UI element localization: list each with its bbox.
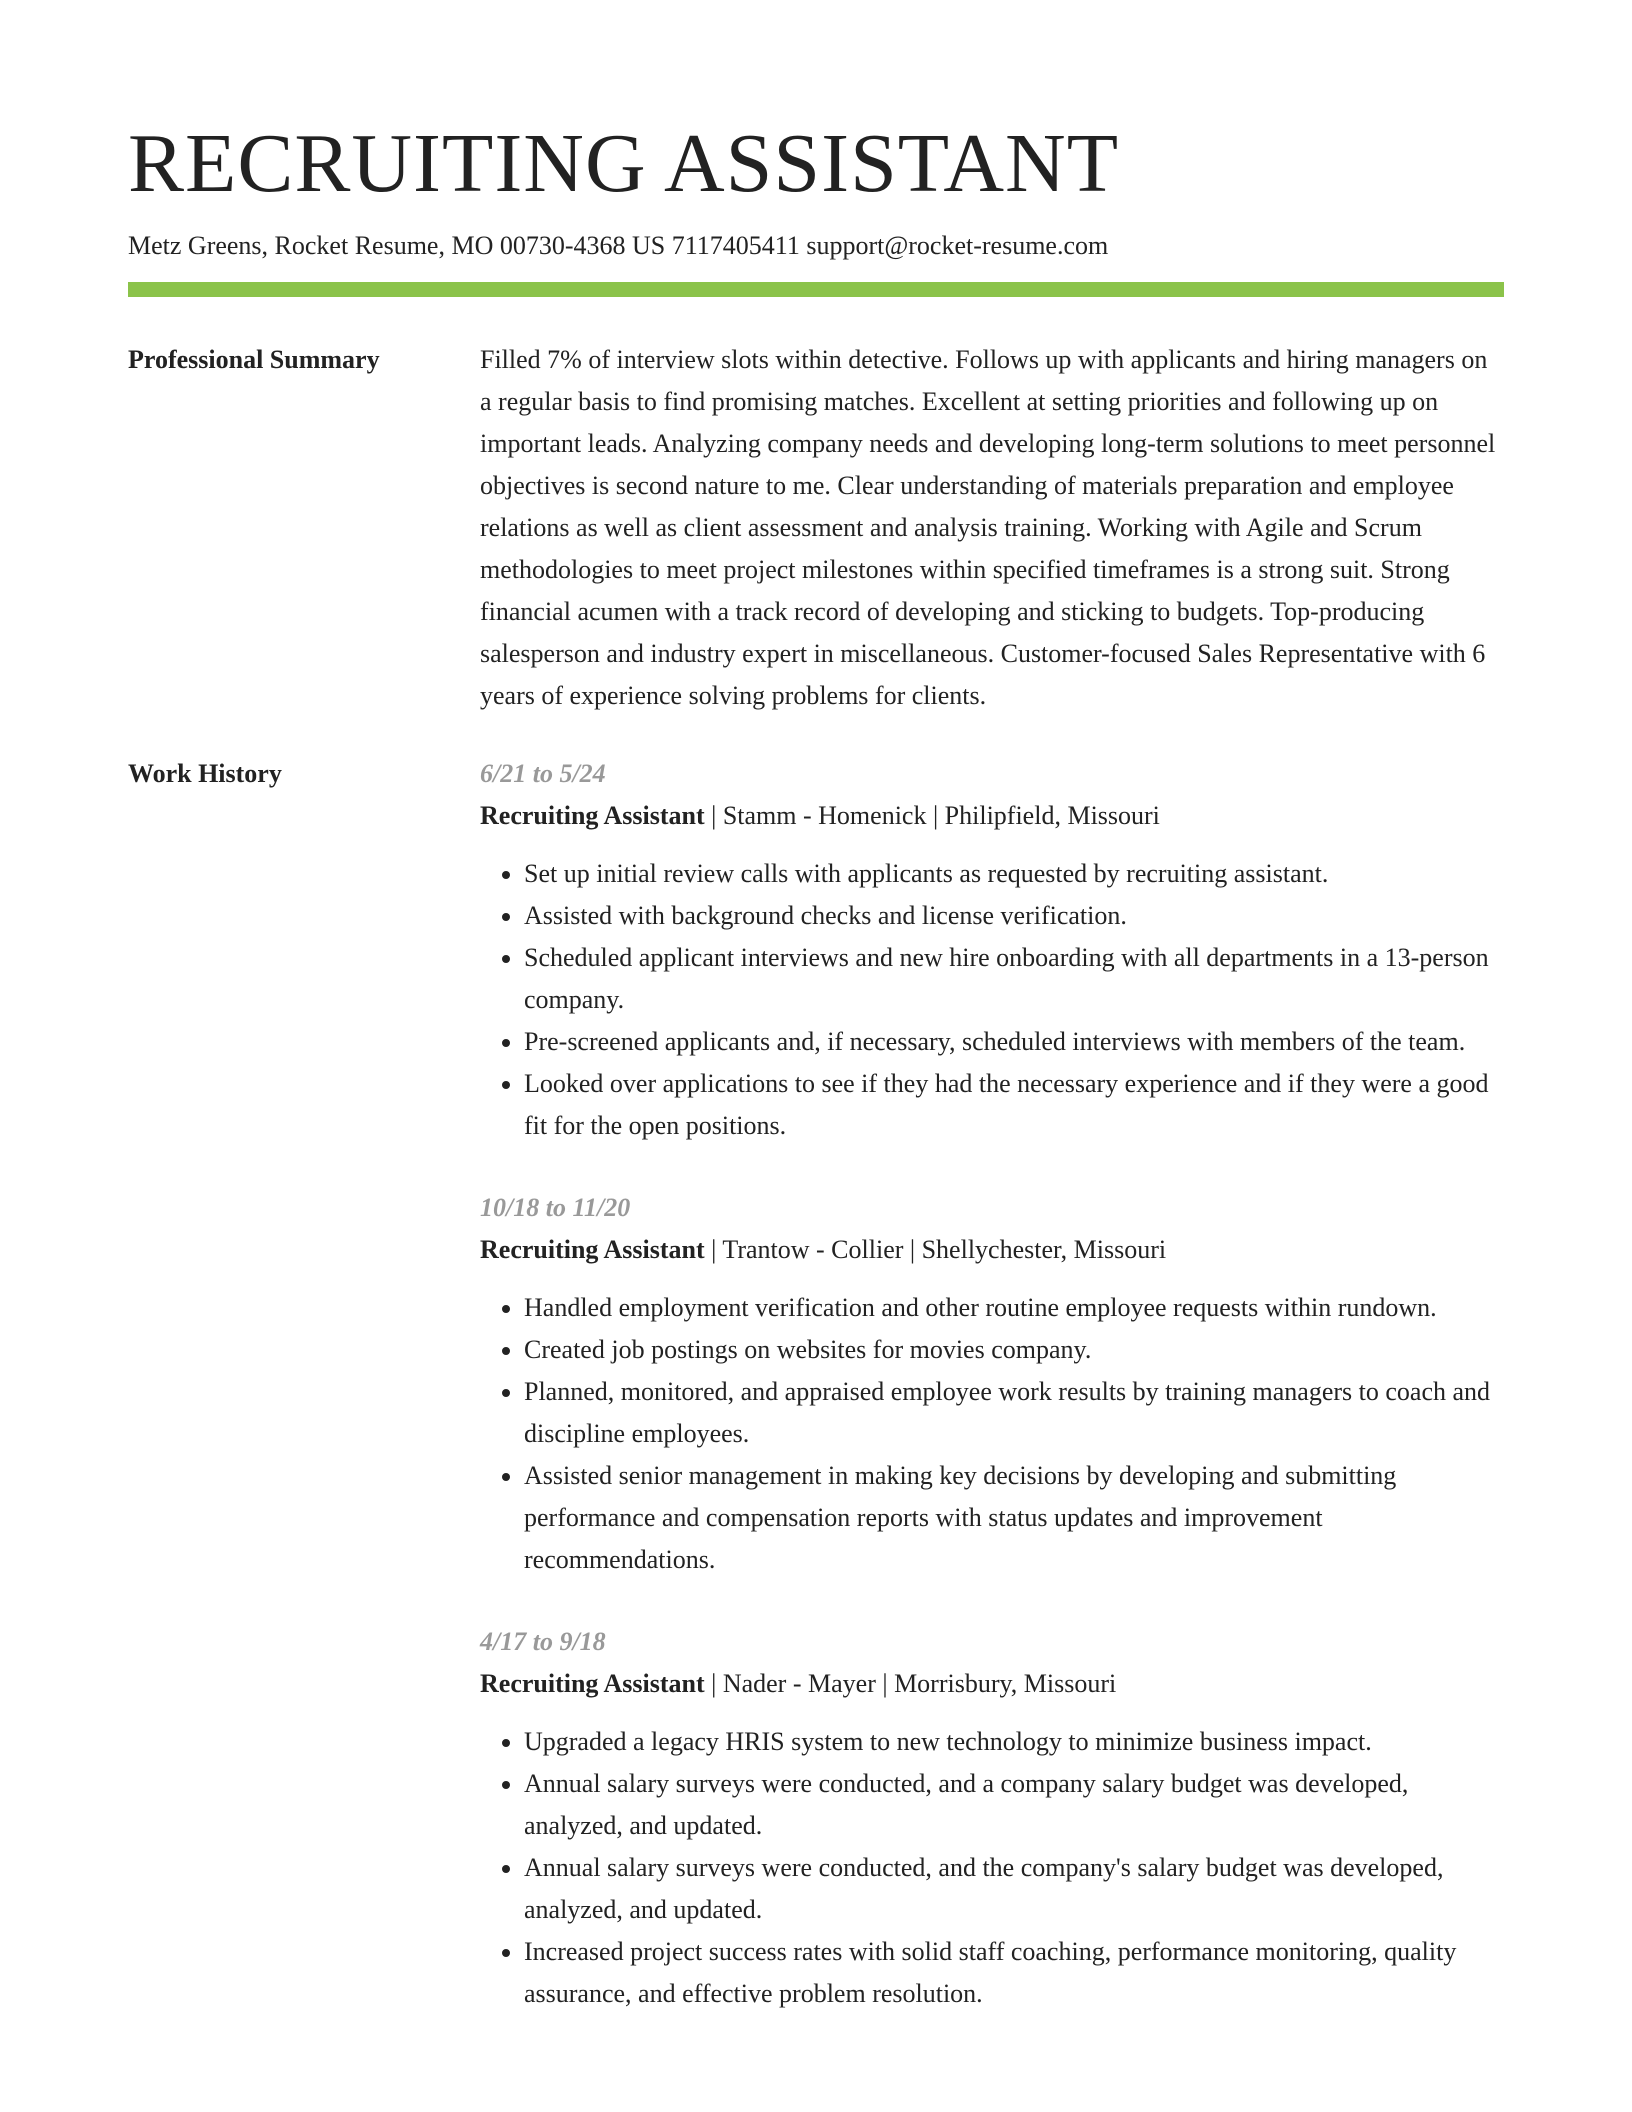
section-label-work-history: Work History [128, 758, 282, 788]
job-bullet: • Annual salary surveys were conducted, and the company's salary budget was developed, analyzed, and updated. [524, 1847, 1504, 1931]
job-title: Recruiting Assistant [480, 1234, 705, 1264]
section-label-professional-summary: Professional Summary [128, 344, 380, 374]
job-entry [480, 1621, 1504, 2015]
job-bullet: • Increased project success rates with solid staff coaching, performance monitoring, quality assurance, and effective problem resolution. [524, 1931, 1504, 2015]
job-bullet: • Planned, monitored, and appraised employee work results by training managers to coach and discipline employees. [524, 1371, 1504, 1455]
job-title: Recruiting Assistant [480, 1668, 705, 1698]
summary-body [480, 345, 1504, 717]
job-title-line [480, 1663, 1504, 1705]
job-bullet: • Handled employment verification and other routine employee requests within rundown. [524, 1287, 1504, 1329]
accent-divider [128, 282, 1504, 297]
job-bullet: • Created job postings on websites for movies company. [524, 1329, 1504, 1371]
resume-name-heading: RECRUITING ASSISTANT [128, 117, 1120, 210]
job-bullet: • Set up initial review calls with applicants as requested by recruiting assistant. [524, 853, 1504, 895]
work-history-section [128, 759, 1504, 2055]
job-title: Recruiting Assistant [480, 800, 705, 830]
job-bullet: • Scheduled applicant interviews and new hire onboarding with all departments in a 13-person company. [524, 937, 1504, 1021]
job-bullet: • Looked over applications to see if they had the necessary experience and if they were a good fit for the open positions. [524, 1063, 1504, 1147]
job-entry [480, 753, 1504, 1147]
job-bullet: • Annual salary surveys were conducted, and a company salary budget was developed, analyzed, and updated. [524, 1763, 1504, 1847]
job-date: 6/21 to 5/24 [480, 758, 606, 788]
job-bullet-list [480, 853, 1504, 1147]
work-history-body [480, 759, 1504, 2055]
job-title-line [480, 795, 1504, 837]
job-employer-location: | Trantow - Collier | Shellychester, Missouri [704, 1234, 1167, 1264]
resume-page [128, 118, 1504, 2055]
job-title-line [480, 1229, 1504, 1271]
job-bullet: • Assisted senior management in making key decisions by developing and submitting performance and compensation reports with status updates and improvement recommendations. [524, 1455, 1504, 1581]
contact-line: Metz Greens, Rocket Resume, MO 00730-4368 US 7117405411 support@rocket-resume.com [128, 231, 1109, 261]
job-date: 10/18 to 11/20 [480, 1192, 631, 1222]
job-bullet-list [480, 1287, 1504, 1581]
job-employer-location: | Nader - Mayer | Morrisbury, Missouri [704, 1668, 1117, 1698]
professional-summary-section [128, 345, 1504, 717]
job-bullet: • Upgraded a legacy HRIS system to new technology to minimize business impact. [524, 1721, 1504, 1763]
job-bullet: • Assisted with background checks and license verification. [524, 895, 1504, 937]
job-entry [480, 1187, 1504, 1581]
job-bullet-list [480, 1721, 1504, 2015]
summary-text: Filled 7% of interview slots within detective. Follows up with applicants and hiring managers on a regular basis to find promising matches. Excellent at setting priorities and following up on important leads. Analyzing company needs and developing long-term solutions to meet personnel objectives is second nature to me. Clear understanding of materials preparation and employee relations as well as client assessment and analysis training. Working with Agile and Scrum methodologies to meet project milestones within specified timeframes is a strong suit. Strong financial acumen with a track record of developing and sticking to budgets. Top-producing salesperson and industry expert in miscellaneous. Customer-focused Sales Representative with 6 years of experience solving problems for clients. [480, 344, 1496, 710]
job-bullet: • Pre-screened applicants and, if necessary, scheduled interviews with members of the team. [524, 1021, 1504, 1063]
job-employer-location: | Stamm - Homenick | Philipfield, Missouri [704, 800, 1160, 830]
job-date: 4/17 to 9/18 [480, 1626, 606, 1656]
